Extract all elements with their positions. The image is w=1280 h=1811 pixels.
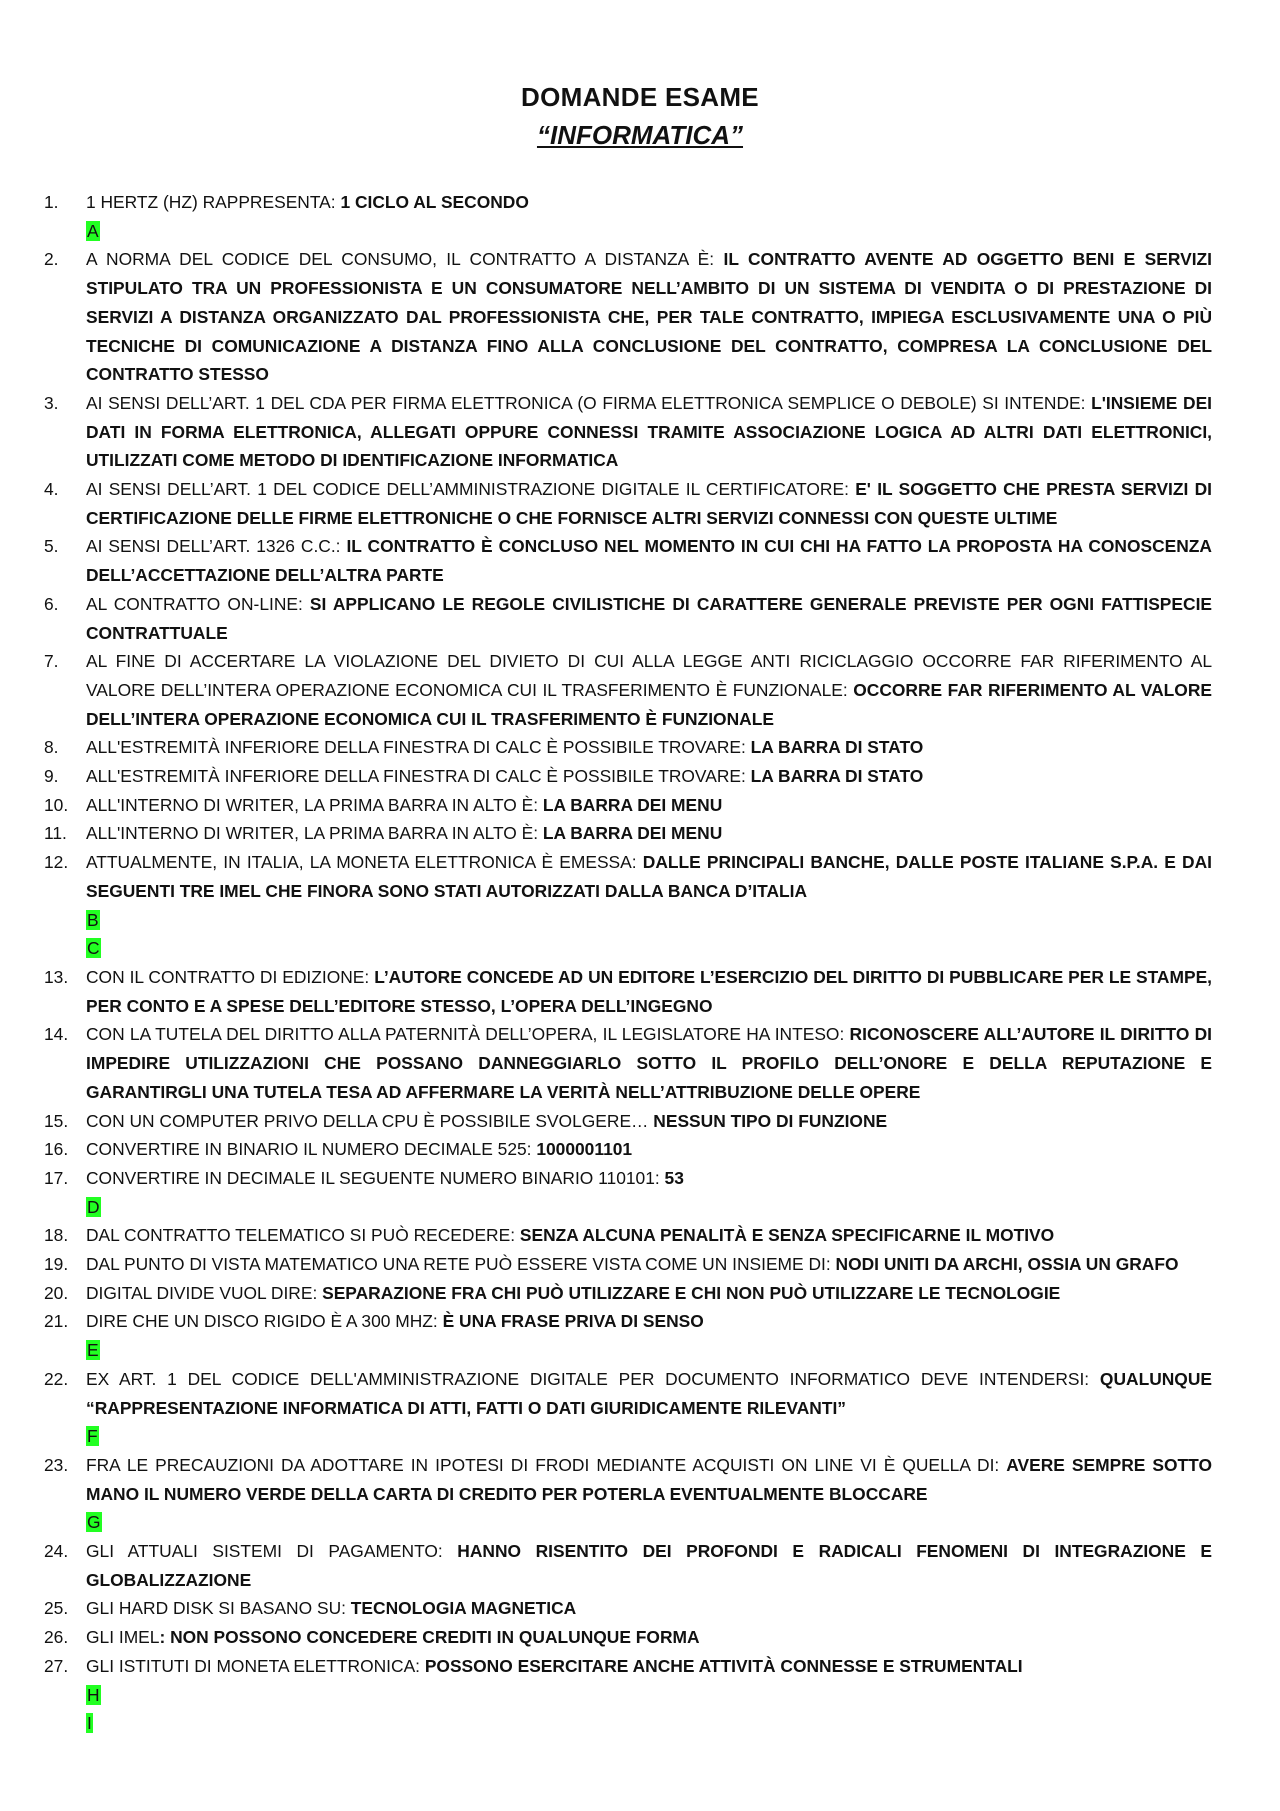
- question-number: [44, 532, 86, 589]
- answer-text: LA BARRA DEI MENU: [542, 794, 723, 815]
- question-number-text: 15.: [44, 1110, 69, 1131]
- answer-text: NODI UNITI DA ARCHI, OSSIA UN GRAFO: [835, 1254, 1179, 1275]
- highlight-marker-letter: H: [87, 1684, 100, 1705]
- question-number-text: 7.: [44, 651, 59, 672]
- question-number-text: 16.: [44, 1139, 69, 1160]
- question-text-line: [86, 1020, 1212, 1106]
- question-item: [44, 1307, 1212, 1364]
- highlight-marker: [86, 1193, 1212, 1222]
- question-item: [44, 1537, 1212, 1594]
- question-number: [44, 188, 86, 245]
- highlight-marker: [86, 1422, 1212, 1451]
- question-number-text: 6.: [44, 593, 59, 614]
- answer-text: 1 CICLO AL SECONDO: [340, 192, 529, 212]
- question-text: A NORMA DEL CODICE DEL CONSUMO, IL CONTRATTO A DISTANZA È:: [86, 249, 724, 270]
- highlight-marker: [86, 1508, 1212, 1537]
- question-content: [86, 848, 1212, 963]
- question-item: [44, 1135, 1212, 1164]
- question-text: DIGITAL DIVIDE VUOL DIRE:: [86, 1282, 323, 1303]
- question-text-line: [86, 791, 1212, 820]
- highlight-marker: [86, 934, 1212, 963]
- answer-text: HANNO RISENTITO DEI PROFONDI E RADICALI FENOMENI DI INTEGRAZIONE E GLOBALIZZAZIONE: [86, 1541, 1212, 1590]
- question-number: [44, 1451, 86, 1537]
- page-title: DOMANDE ESAME: [521, 82, 759, 112]
- question-content: [86, 475, 1212, 532]
- question-item: [44, 1279, 1212, 1308]
- question-number: [44, 1537, 86, 1594]
- question-text-line: [86, 1623, 1212, 1652]
- question-text-line: [86, 1135, 1212, 1164]
- question-item: [44, 762, 1212, 791]
- question-number-text: 27.: [44, 1655, 69, 1676]
- question-number: [44, 963, 86, 1020]
- question-text-line: [86, 245, 1212, 389]
- highlight-marker: [86, 906, 1212, 935]
- question-text-line: [86, 475, 1212, 532]
- question-number-text: 8.: [44, 737, 59, 758]
- highlight-marker-letter: C: [87, 938, 100, 959]
- question-item: [44, 1107, 1212, 1136]
- question-number: [44, 1594, 86, 1623]
- question-content: [86, 532, 1212, 589]
- highlight-marker: [86, 1336, 1212, 1365]
- answer-text: LA BARRA DEI MENU: [542, 823, 723, 844]
- highlight-marker-letter: F: [87, 1426, 98, 1447]
- question-item: [44, 733, 1212, 762]
- question-text-line: [86, 963, 1212, 1020]
- highlight-marker-letter: B: [87, 909, 99, 930]
- question-content: [86, 1107, 1212, 1136]
- question-text: DIRE CHE UN DISCO RIGIDO È A 300 MHZ:: [86, 1311, 443, 1332]
- answer-text: POSSONO ESERCITARE ANCHE ATTIVITÀ CONNESSE E STRUMENTALI: [424, 1655, 1023, 1676]
- question-text: CON UN COMPUTER PRIVO DELLA CPU È POSSIBILE SVOLGERE…: [86, 1110, 654, 1131]
- question-text-line: [86, 1652, 1212, 1681]
- question-number: [44, 1164, 86, 1221]
- highlight-marker: [86, 1681, 1212, 1710]
- answer-text: LA BARRA DI STATO: [750, 766, 924, 787]
- question-number: [44, 848, 86, 963]
- answer-text: L'INSIEME DEI DATI IN FORMA ELETTRONICA, ALLEGATI OPPURE CONNESSI TRAMITE ASSOCIAZIONE LOGICA AD ALTRI DATI ELETTRONICI, UTILIZZATI COME METODO DI IDENTIFICAZIONE INFORMATICA: [86, 392, 1212, 471]
- answer-text: LA BARRA DI STATO: [750, 737, 924, 758]
- question-item: [44, 389, 1212, 475]
- answer-text: 53: [664, 1167, 684, 1188]
- question-number: [44, 1020, 86, 1106]
- question-content: [86, 1250, 1212, 1279]
- question-text-line: [86, 1107, 1212, 1136]
- question-number-text: 25.: [44, 1598, 69, 1619]
- question-text-line: [86, 848, 1212, 905]
- highlight-marker: [86, 217, 1212, 246]
- question-text: CONVERTIRE IN DECIMALE IL SEGUENTE NUMERO BINARIO 110101:: [86, 1167, 665, 1188]
- question-number: [44, 475, 86, 532]
- question-number-text: 26.: [44, 1627, 69, 1648]
- question-text: AI SENSI DELL’ART. 1 DEL CDA PER FIRMA ELETTRONICA (O FIRMA ELETTRONICA SEMPLICE O DEBOLE) SI INTENDE:: [86, 392, 1092, 413]
- answer-text: L’AUTORE CONCEDE AD UN EDITORE L’ESERCIZIO DEL DIRITTO DI PUBBLICARE PER LE STAMPE, PER CONTO E A SPESE DELL’EDITORE STESSO, L’OPERA DELL’INGEGNO: [86, 966, 1213, 1016]
- question-number: [44, 1135, 86, 1164]
- question-content: [86, 389, 1212, 475]
- question-text-line: [86, 819, 1212, 848]
- answer-text: QUALUNQUE “RAPPRESENTAZIONE INFORMATICA DI ATTI, FATTI O DATI GIURIDICAMENTE RILEVANTI”: [86, 1368, 1212, 1418]
- question-content: [86, 1279, 1212, 1308]
- question-number-text: 24.: [44, 1541, 69, 1562]
- question-item: [44, 188, 1212, 245]
- answer-text: IL CONTRATTO AVENTE AD OGGETTO BENI E SERVIZI STIPULATO TRA UN PROFESSIONISTA E UN CONSUMATORE NELL’AMBITO DI UN SISTEMA DI VENDITA O DI PRESTAZIONE DI SERVIZI A DISTANZA ORGANIZZATO DAL PROFESSIONISTA CHE, PER TALE CONTRATTO, IMPIEGA ESCLUSIVAMENTE UNA O PIÙ TECNICHE DI COMUNICAZIONE A DISTANZA FINO ALLA CONCLUSIONE DEL CONTRATTO, COMPRESA LA CONCLUSIONE DEL CONTRATTO STESSO: [86, 249, 1212, 385]
- question-content: [86, 1594, 1212, 1623]
- question-item: [44, 1623, 1212, 1652]
- question-number-text: 11.: [44, 823, 67, 844]
- question-text: GLI IMEL: [86, 1627, 160, 1648]
- question-number-text: 13.: [44, 966, 69, 987]
- answer-text: OCCORRE FAR RIFERIMENTO AL VALORE DELL’INTERA OPERAZIONE ECONOMICA CUI IL TRASFERIMENTO È FUNZIONALE: [86, 679, 1212, 729]
- answer-text: SI APPLICANO LE REGOLE CIVILISTICHE DI CARATTERE GENERALE PREVISTE PER OGNI FATTISPECIE CONTRATTUALE: [86, 593, 1212, 643]
- question-text-line: [86, 1594, 1212, 1623]
- question-text-line: [86, 532, 1212, 589]
- question-number-text: 2.: [44, 249, 59, 270]
- question-content: [86, 1652, 1212, 1738]
- question-text: GLI ATTUALI SISTEMI DI PAGAMENTO:: [86, 1541, 458, 1562]
- question-item: [44, 848, 1212, 963]
- question-item: [44, 1451, 1212, 1537]
- question-number: [44, 647, 86, 733]
- question-text-line: [86, 733, 1212, 762]
- question-text: CON LA TUTELA DEL DIRITTO ALLA PATERNITÀ DELL’OPERA, IL LEGISLATORE HA INTESO:: [86, 1024, 850, 1045]
- question-text: DAL PUNTO DI VISTA MATEMATICO UNA RETE PUÒ ESSERE VISTA COME UN INSIEME DI:: [86, 1254, 836, 1275]
- question-text: AI SENSI DELL’ART. 1 DEL CODICE DELL’AMMINISTRAZIONE DIGITALE IL CERTIFICATORE:: [86, 479, 856, 500]
- question-item: [44, 590, 1212, 647]
- question-number: [44, 1221, 86, 1250]
- question-item: [44, 1020, 1212, 1106]
- question-item: [44, 245, 1212, 389]
- question-number-text: 17.: [44, 1167, 69, 1188]
- question-text-line: [86, 1365, 1212, 1422]
- question-text: ALL'ESTREMITÀ INFERIORE DELLA FINESTRA DI CALC È POSSIBILE TROVARE:: [86, 766, 751, 787]
- question-content: [86, 1307, 1212, 1364]
- answer-text: : NON POSSONO CONCEDERE CREDITI IN QUALUNQUE FORMA: [159, 1627, 700, 1648]
- question-item: [44, 1652, 1212, 1738]
- question-item: [44, 1164, 1212, 1221]
- question-text-line: [86, 590, 1212, 647]
- question-text-line: [86, 1307, 1212, 1336]
- question-text-line: [86, 1164, 1212, 1193]
- question-item: [44, 1594, 1212, 1623]
- question-number: [44, 245, 86, 389]
- highlight-marker-letter: E: [87, 1340, 99, 1361]
- answer-text: IL CONTRATTO È CONCLUSO NEL MOMENTO IN CUI CHI HA FATTO LA PROPOSTA HA CONOSCENZA DELL’ACCETTAZIONE DELL’ALTRA PARTE: [86, 536, 1212, 586]
- question-content: [86, 791, 1212, 820]
- question-number-text: 19.: [44, 1254, 69, 1275]
- highlight-marker: [86, 1709, 1212, 1738]
- question-number: [44, 1307, 86, 1364]
- question-number: [44, 791, 86, 820]
- question-text-line: [86, 389, 1212, 475]
- question-text: DAL CONTRATTO TELEMATICO SI PUÒ RECEDERE:: [86, 1225, 520, 1246]
- question-text-line: [86, 1250, 1212, 1279]
- answer-text: E' IL SOGGETTO CHE PRESTA SERVIZI DI CERTIFICAZIONE DELLE FIRME ELETTRONICHE O CHE FORNISCE ALTRI SERVIZI CONNESSI CON QUESTE ULTIME: [86, 479, 1212, 528]
- question-content: [86, 647, 1212, 733]
- question-number: [44, 762, 86, 791]
- question-content: [86, 819, 1212, 848]
- question-text-line: [86, 762, 1212, 791]
- question-number-text: 10.: [44, 794, 69, 815]
- question-text: CON IL CONTRATTO DI EDIZIONE:: [86, 966, 375, 987]
- question-text: FRA LE PRECAUZIONI DA ADOTTARE IN IPOTESI DI FRODI MEDIANTE ACQUISTI ON LINE VI È QUELLA DI:: [86, 1454, 1007, 1475]
- question-text: AL CONTRATTO ON-LINE:: [86, 593, 310, 614]
- question-item: [44, 819, 1212, 848]
- question-text: ALL'INTERNO DI WRITER, LA PRIMA BARRA IN ALTO È:: [86, 794, 543, 815]
- question-number: [44, 819, 86, 848]
- question-content: [86, 245, 1212, 389]
- question-number: [44, 590, 86, 647]
- answer-text: SENZA ALCUNA PENALITÀ E SENZA SPECIFICARNE IL MOTIVO: [519, 1225, 1055, 1246]
- answer-text: RICONOSCERE ALL’AUTORE IL DIRITTO DI IMPEDIRE UTILIZZAZIONI CHE POSSANO DANNEGGIARLO SOTTO IL PROFILO DELL’ONORE E DELLA REPUTAZIONE E GARANTIRGLI UNA TUTELA TESA AD AFFERMARE LA VERITÀ NELL’ATTRIBUZIONE DELLE OPERE: [86, 1024, 1212, 1102]
- question-item: [44, 647, 1212, 733]
- question-content: [86, 1221, 1212, 1250]
- answer-text: AVERE SEMPRE SOTTO MANO IL NUMERO VERDE DELLA CARTA DI CREDITO PER POTERLA EVENTUALMENTE BLOCCARE: [86, 1454, 1212, 1504]
- question-content: [86, 1164, 1212, 1221]
- question-content: [86, 1020, 1212, 1106]
- question-number-text: 4.: [44, 479, 59, 500]
- question-item: [44, 475, 1212, 532]
- question-item: [44, 532, 1212, 589]
- answer-text: 1000001101: [536, 1139, 633, 1160]
- question-content: [86, 733, 1212, 762]
- question-text-line: [86, 1221, 1212, 1250]
- question-content: [86, 1135, 1212, 1164]
- question-text: 1 HERTZ (HZ) RAPPRESENTA:: [86, 192, 341, 212]
- question-number-text: 1.: [44, 192, 59, 212]
- question-text-line: [86, 1451, 1212, 1508]
- question-number: [44, 733, 86, 762]
- highlight-marker-letter: I: [87, 1713, 92, 1734]
- question-item: [44, 1250, 1212, 1279]
- question-content: [86, 762, 1212, 791]
- title-block: [0, 78, 1280, 154]
- question-content: [86, 1537, 1212, 1594]
- question-number: [44, 1623, 86, 1652]
- question-content: [86, 1365, 1212, 1451]
- question-item: [44, 963, 1212, 1020]
- highlight-marker-letter: G: [87, 1512, 101, 1533]
- question-text: GLI ISTITUTI DI MONETA ELETTRONICA:: [86, 1655, 425, 1676]
- question-number-text: 14.: [44, 1024, 69, 1045]
- answer-text: TECNOLOGIA MAGNETICA: [350, 1598, 577, 1619]
- question-item: [44, 1365, 1212, 1451]
- question-item: [44, 791, 1212, 820]
- question-text: AI SENSI DELL’ART. 1326 C.C.:: [86, 536, 347, 557]
- question-number-text: 12.: [44, 852, 69, 873]
- question-content: [86, 188, 1212, 245]
- question-content: [86, 963, 1212, 1020]
- question-number-text: 3.: [44, 392, 59, 413]
- question-text-line: [86, 647, 1212, 733]
- question-content: [86, 1451, 1212, 1537]
- question-text-line: [86, 1537, 1212, 1594]
- question-number-text: 20.: [44, 1282, 69, 1303]
- question-list: [44, 188, 1212, 1738]
- question-text: EX ART. 1 DEL CODICE DELL'AMMINISTRAZIONE DIGITALE PER DOCUMENTO INFORMATICO DEVE INTENDERSI:: [86, 1368, 1100, 1389]
- answer-text: DALLE PRINCIPALI BANCHE, DALLE POSTE ITALIANE S.P.A. E DAI SEGUENTI TRE IMEL CHE FINORA SONO STATI AUTORIZZATI DALLA BANCA D’ITALIA: [86, 852, 1213, 901]
- question-number: [44, 1365, 86, 1451]
- question-number: [44, 389, 86, 475]
- highlight-marker-letter: A: [87, 220, 99, 241]
- question-text: AL FINE DI ACCERTARE LA VIOLAZIONE DEL DIVIETO DI CUI ALLA LEGGE ANTI RICICLAGGIO OCCORRE FAR RIFERIMENTO AL VALORE DELL’INTERA OPERAZIONE ECONOMICA CUI IL TRASFERIMENTO È FUNZIONALE:: [86, 651, 1212, 700]
- answer-text: È UNA FRASE PRIVA DI SENSO: [442, 1311, 704, 1332]
- answer-text: SEPARAZIONE FRA CHI PUÒ UTILIZZARE E CHI NON PUÒ UTILIZZARE LE TECNOLOGIE: [322, 1282, 1061, 1303]
- question-content: [86, 1623, 1212, 1652]
- highlight-marker-letter: D: [87, 1196, 100, 1217]
- question-text: ALL'ESTREMITÀ INFERIORE DELLA FINESTRA DI CALC È POSSIBILE TROVARE:: [86, 737, 751, 758]
- question-item: [44, 1221, 1212, 1250]
- question-number: [44, 1279, 86, 1308]
- question-number: [44, 1250, 86, 1279]
- question-text: ALL'INTERNO DI WRITER, LA PRIMA BARRA IN ALTO È:: [86, 823, 543, 844]
- question-text: ATTUALMENTE, IN ITALIA, LA MONETA ELETTRONICA È EMESSA:: [86, 852, 643, 873]
- question-number-text: 9.: [44, 766, 59, 787]
- question-number-text: 23.: [44, 1454, 69, 1475]
- question-number-text: 22.: [44, 1368, 69, 1389]
- question-number-text: 21.: [44, 1311, 69, 1332]
- question-number: [44, 1652, 86, 1738]
- question-text: GLI HARD DISK SI BASANO SU:: [86, 1598, 351, 1619]
- question-number: [44, 1107, 86, 1136]
- page-subtitle: “INFORMATICA”: [536, 120, 744, 150]
- question-number-text: 18.: [44, 1225, 69, 1246]
- question-text: CONVERTIRE IN BINARIO IL NUMERO DECIMALE 525:: [86, 1139, 537, 1160]
- question-text-line: [86, 188, 1212, 217]
- question-number-text: 5.: [44, 536, 59, 557]
- question-text-line: [86, 1279, 1212, 1308]
- question-content: [86, 590, 1212, 647]
- answer-text: NESSUN TIPO DI FUNZIONE: [653, 1110, 888, 1131]
